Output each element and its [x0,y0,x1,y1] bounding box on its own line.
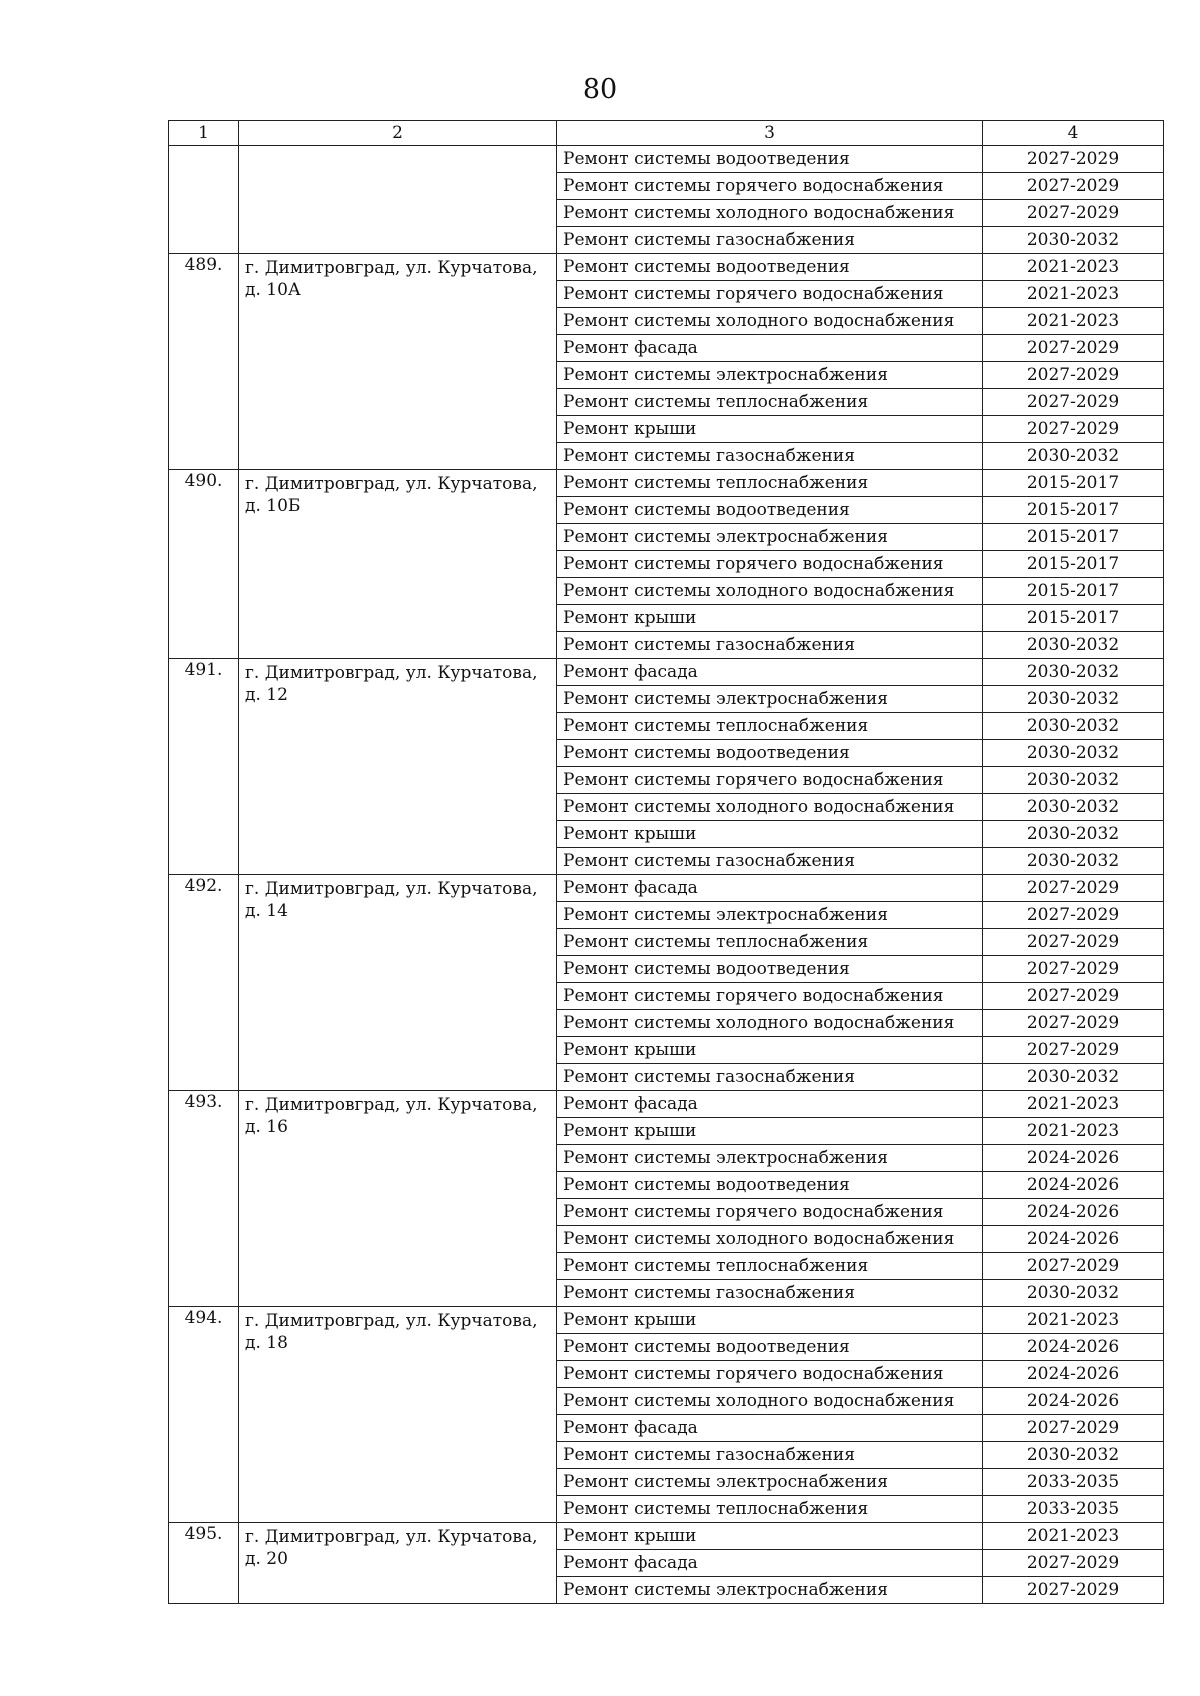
work-type-cell: Ремонт фасада [557,1415,983,1442]
table-row [169,875,1164,902]
work-type-cell: Ремонт крыши [557,1307,983,1334]
row-number-cell: 489. [169,254,239,470]
work-type-cell: Ремонт системы водоотведения [557,254,983,281]
table-row [169,1523,1164,1550]
work-type-cell: Ремонт системы теплоснабжения [557,470,983,497]
work-type-cell: Ремонт системы газоснабжения [557,1064,983,1091]
work-type-cell: Ремонт системы электроснабжения [557,1469,983,1496]
period-cell: 2015-2017 [983,605,1164,632]
work-type-cell: Ремонт системы водоотведения [557,740,983,767]
table-row [169,254,1164,281]
work-type-cell: Ремонт системы газоснабжения [557,443,983,470]
page-number: 80 [582,74,618,105]
period-cell: 2030-2032 [983,1442,1164,1469]
period-cell: 2030-2032 [983,1064,1164,1091]
work-type-cell: Ремонт системы электроснабжения [557,902,983,929]
work-type-cell: Ремонт системы горячего водоснабжения [557,173,983,200]
work-type-cell: Ремонт системы холодного водоснабжения [557,200,983,227]
column-header-1: 1 [169,121,239,146]
address-cell: г. Димитровград, ул. Курчатова, д. 18 [239,1307,557,1523]
period-cell: 2024-2026 [983,1226,1164,1253]
work-type-cell: Ремонт системы газоснабжения [557,1280,983,1307]
period-cell: 2027-2029 [983,1253,1164,1280]
column-header-2: 2 [239,121,557,146]
table-row [169,1307,1164,1334]
work-type-cell: Ремонт крыши [557,605,983,632]
work-type-cell: Ремонт системы теплоснабжения [557,1496,983,1523]
row-number-cell: 492. [169,875,239,1091]
work-type-cell: Ремонт системы холодного водоснабжения [557,578,983,605]
period-cell: 2027-2029 [983,983,1164,1010]
work-type-cell: Ремонт системы газоснабжения [557,632,983,659]
work-type-cell: Ремонт системы горячего водоснабжения [557,1199,983,1226]
period-cell: 2024-2026 [983,1172,1164,1199]
column-header-3: 3 [557,121,983,146]
period-cell: 2030-2032 [983,740,1164,767]
row-number-cell: 493. [169,1091,239,1307]
address-cell [239,146,557,254]
period-cell: 2015-2017 [983,497,1164,524]
period-cell: 2027-2029 [983,1550,1164,1577]
period-cell: 2024-2026 [983,1361,1164,1388]
period-cell: 2021-2023 [983,1307,1164,1334]
period-cell: 2027-2029 [983,362,1164,389]
address-cell: г. Димитровград, ул. Курчатова, д. 14 [239,875,557,1091]
work-type-cell: Ремонт системы водоотведения [557,1172,983,1199]
work-type-cell: Ремонт системы холодного водоснабжения [557,1010,983,1037]
period-cell: 2030-2032 [983,794,1164,821]
period-cell: 2021-2023 [983,308,1164,335]
period-cell: 2027-2029 [983,335,1164,362]
work-type-cell: Ремонт фасада [557,875,983,902]
work-type-cell: Ремонт системы водоотведения [557,956,983,983]
period-cell: 2030-2032 [983,713,1164,740]
period-cell: 2027-2029 [983,173,1164,200]
period-cell: 2027-2029 [983,389,1164,416]
work-type-cell: Ремонт системы газоснабжения [557,1442,983,1469]
work-type-cell: Ремонт системы горячего водоснабжения [557,551,983,578]
period-cell: 2021-2023 [983,281,1164,308]
row-number-cell [169,146,239,254]
period-cell: 2030-2032 [983,686,1164,713]
period-cell: 2030-2032 [983,1280,1164,1307]
work-type-cell: Ремонт системы водоотведения [557,1334,983,1361]
period-cell: 2015-2017 [983,578,1164,605]
work-type-cell: Ремонт системы холодного водоснабжения [557,1388,983,1415]
period-cell: 2030-2032 [983,821,1164,848]
table-row [169,146,1164,173]
period-cell: 2027-2029 [983,875,1164,902]
work-type-cell: Ремонт системы газоснабжения [557,848,983,875]
period-cell: 2027-2029 [983,956,1164,983]
period-cell: 2024-2026 [983,1199,1164,1226]
row-number-cell: 494. [169,1307,239,1523]
work-type-cell: Ремонт системы водоотведения [557,146,983,173]
address-cell: г. Димитровград, ул. Курчатова, д. 16 [239,1091,557,1307]
work-type-cell: Ремонт системы электроснабжения [557,362,983,389]
work-type-cell: Ремонт системы теплоснабжения [557,713,983,740]
work-type-cell: Ремонт фасада [557,659,983,686]
work-type-cell: Ремонт системы электроснабжения [557,1145,983,1172]
column-header-4: 4 [983,121,1164,146]
period-cell: 2024-2026 [983,1388,1164,1415]
period-cell: 2033-2035 [983,1469,1164,1496]
period-cell: 2021-2023 [983,254,1164,281]
row-number-cell: 495. [169,1523,239,1604]
work-type-cell: Ремонт системы газоснабжения [557,227,983,254]
table-row [169,1091,1164,1118]
work-type-cell: Ремонт системы водоотведения [557,497,983,524]
work-type-cell: Ремонт фасада [557,1550,983,1577]
work-type-cell: Ремонт системы горячего водоснабжения [557,1361,983,1388]
period-cell: 2027-2029 [983,902,1164,929]
period-cell: 2030-2032 [983,848,1164,875]
row-number-cell: 491. [169,659,239,875]
work-type-cell: Ремонт крыши [557,1118,983,1145]
period-cell: 2027-2029 [983,200,1164,227]
address-cell: г. Димитровград, ул. Курчатова, д. 10Б [239,470,557,659]
address-cell: г. Димитровград, ул. Курчатова, д. 20 [239,1523,557,1604]
address-cell: г. Димитровград, ул. Курчатова, д. 10А [239,254,557,470]
header-row [169,121,1164,146]
period-cell: 2015-2017 [983,551,1164,578]
period-cell: 2015-2017 [983,470,1164,497]
work-type-cell: Ремонт крыши [557,821,983,848]
work-type-cell: Ремонт крыши [557,1037,983,1064]
repair-schedule-table [168,120,1164,1604]
work-type-cell: Ремонт системы теплоснабжения [557,389,983,416]
period-cell: 2027-2029 [983,1415,1164,1442]
work-type-cell: Ремонт системы электроснабжения [557,686,983,713]
work-type-cell: Ремонт системы холодного водоснабжения [557,308,983,335]
period-cell: 2015-2017 [983,524,1164,551]
work-type-cell: Ремонт системы теплоснабжения [557,1253,983,1280]
work-type-cell: Ремонт фасада [557,1091,983,1118]
work-type-cell: Ремонт системы холодного водоснабжения [557,1226,983,1253]
period-cell: 2024-2026 [983,1145,1164,1172]
period-cell: 2033-2035 [983,1496,1164,1523]
period-cell: 2021-2023 [983,1523,1164,1550]
work-type-cell: Ремонт системы горячего водоснабжения [557,767,983,794]
address-cell: г. Димитровград, ул. Курчатова, д. 12 [239,659,557,875]
period-cell: 2027-2029 [983,416,1164,443]
work-type-cell: Ремонт системы горячего водоснабжения [557,983,983,1010]
row-number-cell: 490. [169,470,239,659]
period-cell: 2030-2032 [983,767,1164,794]
period-cell: 2027-2029 [983,1577,1164,1604]
work-type-cell: Ремонт фасада [557,335,983,362]
work-type-cell: Ремонт системы горячего водоснабжения [557,281,983,308]
period-cell: 2030-2032 [983,632,1164,659]
work-type-cell: Ремонт системы теплоснабжения [557,929,983,956]
table-row [169,470,1164,497]
work-type-cell: Ремонт крыши [557,1523,983,1550]
period-cell: 2030-2032 [983,443,1164,470]
period-cell: 2024-2026 [983,1334,1164,1361]
work-type-cell: Ремонт системы холодного водоснабжения [557,794,983,821]
period-cell: 2021-2023 [983,1091,1164,1118]
period-cell: 2021-2023 [983,1118,1164,1145]
period-cell: 2030-2032 [983,659,1164,686]
work-type-cell: Ремонт крыши [557,416,983,443]
period-cell: 2027-2029 [983,146,1164,173]
period-cell: 2027-2029 [983,1010,1164,1037]
work-type-cell: Ремонт системы электроснабжения [557,1577,983,1604]
table-body [169,146,1164,1604]
table-row [169,659,1164,686]
period-cell: 2030-2032 [983,227,1164,254]
work-type-cell: Ремонт системы электроснабжения [557,524,983,551]
period-cell: 2027-2029 [983,929,1164,956]
period-cell: 2027-2029 [983,1037,1164,1064]
